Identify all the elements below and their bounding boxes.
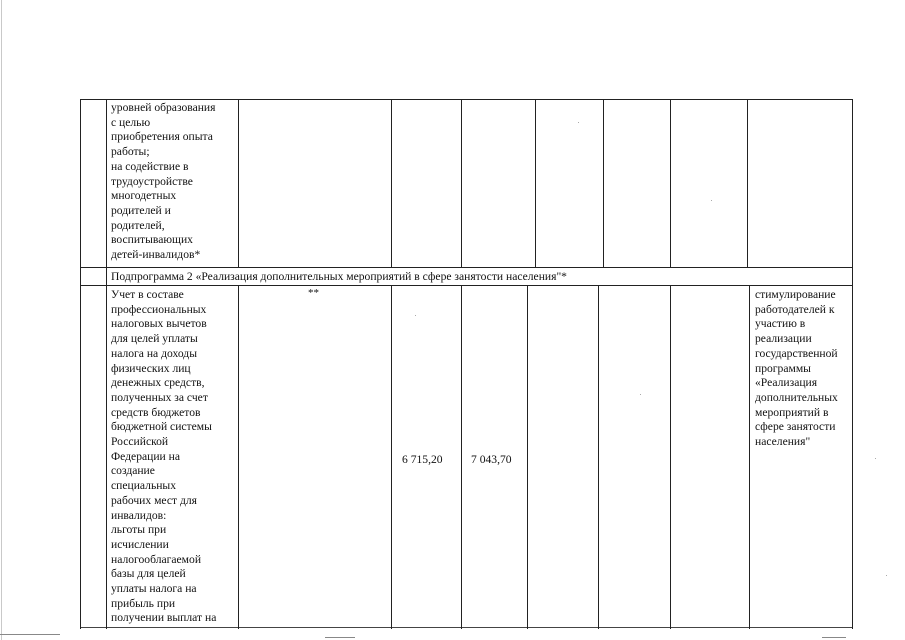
row2-description: Учет в составе профессиональных налоговых вычетов для целей уплаты налога на доходы физических лиц денежных средств, полученных за счет средств бюджетов бюджетной системы Российской Федерации на создание специальных рабочих мест для инвалидов: льготы при исчислении налогооблагаемой базы для целей уплаты налога на прибыль при получении выплат на (111, 288, 217, 625)
scan-speck (578, 122, 579, 123)
scan-speck (415, 315, 416, 316)
footnote-marker: ** (308, 287, 319, 299)
scan-speck (640, 394, 641, 395)
scan-speck (711, 200, 712, 201)
row2-goal: стимулирование работодателей к участию в реализации государственной программы «Реализация дополнительных мероприятий в сфере занятости населения" (755, 288, 838, 449)
row2-value-1: 6 715,20 (402, 453, 443, 466)
scan-bottom-edge (0, 633, 905, 640)
scan-speck (875, 458, 876, 459)
subprogram-title: Подпрограмма 2 «Реализация дополнительных мероприятий в сфере занятости населения"* (111, 270, 567, 283)
scan-speck (886, 575, 887, 576)
row2-value-2: 7 043,70 (471, 453, 512, 466)
scan-edge (1, 0, 2, 640)
row1-description: уровней образования с целью приобретения опыта работы; на содействие в трудоустройстве многодетных родителей и родителей, воспитывающих детей-инвалидов* (111, 101, 216, 262)
